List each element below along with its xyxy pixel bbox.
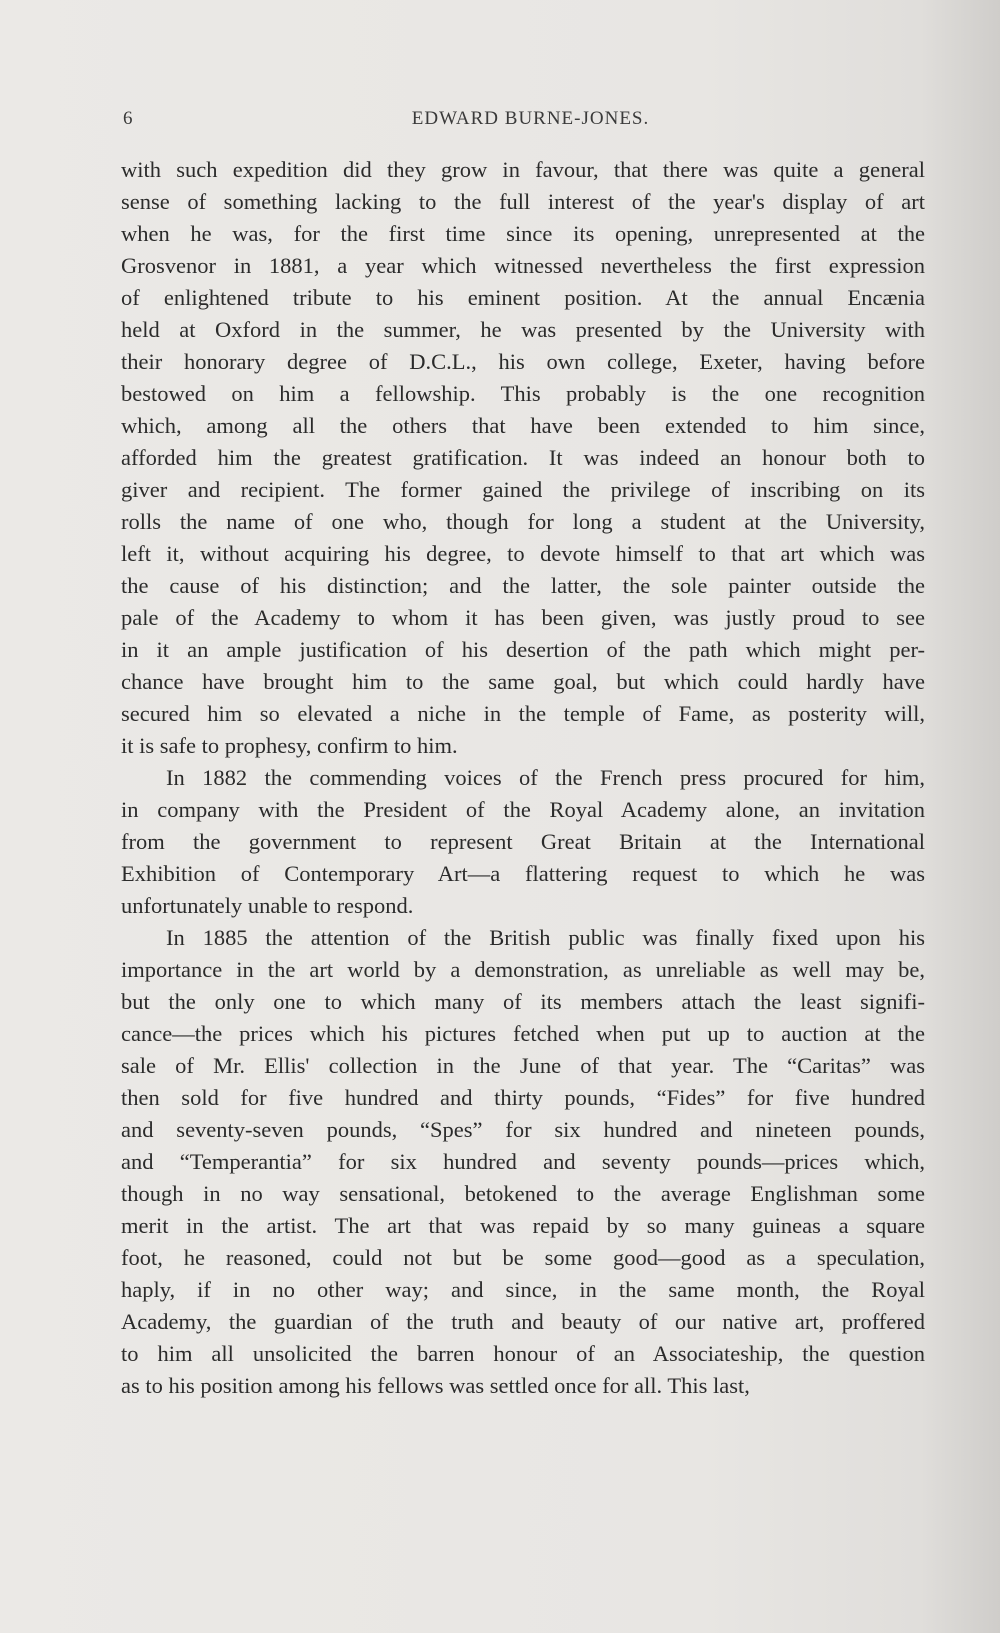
text-line: cance—the prices which his pictures fetched when put up to auction at the	[121, 1021, 925, 1046]
text-line: which, among all the others that have been extended to him since,	[121, 413, 925, 438]
paragraph	[121, 154, 925, 762]
text-line: it is safe to prophesy, confirm to him.	[121, 733, 458, 758]
text-line: held at Oxford in the summer, he was presented by the University with	[121, 317, 925, 342]
text-line: sale of Mr. Ellis' collection in the June of that year. The “Caritas” was	[121, 1053, 925, 1078]
running-head	[123, 108, 913, 138]
running-title: EDWARD BURNE-JONES.	[411, 108, 650, 129]
text-line: haply, if in no other way; and since, in the same month, the Royal	[121, 1277, 925, 1302]
text-line: then sold for five hundred and thirty pounds, “Fides” for five hundred	[121, 1085, 925, 1110]
text-line: merit in the artist. The art that was repaid by so many guineas a square	[121, 1213, 925, 1238]
text-line: afforded him the greatest gratification. It was indeed an honour both to	[121, 445, 925, 470]
text-line: foot, he reasoned, could not but be some good—good as a speculation,	[121, 1245, 925, 1270]
text-line: In 1882 the commending voices of the French press procured for him,	[166, 765, 925, 790]
text-line: pale of the Academy to whom it has been given, was justly proud to see	[121, 605, 925, 630]
text-line: but the only one to which many of its members attach the least signifi-	[121, 989, 925, 1014]
text-line: their honorary degree of D.C.L., his own college, Exeter, having before	[121, 349, 925, 374]
page-number: 6	[123, 108, 134, 129]
text-line: to him all unsolicited the barren honour of an Associateship, the question	[121, 1341, 925, 1366]
body-text	[121, 154, 925, 1402]
text-line: importance in the art world by a demonstration, as unreliable as well may be,	[121, 957, 925, 982]
text-line: rolls the name of one who, though for long a student at the University,	[121, 509, 925, 534]
paragraph	[121, 922, 925, 1402]
text-line: with such expedition did they grow in favour, that there was quite a general	[121, 157, 925, 182]
text-line: in company with the President of the Royal Academy alone, an invitation	[121, 797, 925, 822]
text-line: giver and recipient. The former gained the privilege of inscribing on its	[121, 477, 925, 502]
text-line: sense of something lacking to the full interest of the year's display of art	[121, 189, 925, 214]
text-line: and seventy-seven pounds, “Spes” for six hundred and nineteen pounds,	[121, 1117, 925, 1142]
text-line: chance have brought him to the same goal, but which could hardly have	[121, 669, 925, 694]
text-line: left it, without acquiring his degree, to devote himself to that art which was	[121, 541, 925, 566]
text-line: of enlightened tribute to his eminent position. At the annual Encænia	[121, 285, 925, 310]
text-line: in it an ample justification of his desertion of the path which might per-	[121, 637, 925, 662]
text-line: In 1885 the attention of the British public was finally fixed upon his	[166, 925, 925, 950]
text-line: the cause of his distinction; and the latter, the sole painter outside the	[121, 573, 925, 598]
text-line: bestowed on him a fellowship. This probably is the one recognition	[121, 381, 925, 406]
text-line: Exhibition of Contemporary Art—a flattering request to which he was	[121, 861, 925, 886]
text-line: Grosvenor in 1881, a year which witnessed nevertheless the first expression	[121, 253, 925, 278]
paragraph	[121, 762, 925, 922]
text-line: though in no way sensational, betokened to the average Englishman some	[121, 1181, 925, 1206]
text-line: as to his position among his fellows was settled once for all. This last,	[121, 1373, 750, 1398]
text-line: secured him so elevated a niche in the temple of Fame, as posterity will,	[121, 701, 925, 726]
text-line: unfortunately unable to respond.	[121, 893, 414, 918]
text-line: and “Temperantia” for six hundred and seventy pounds—prices which,	[121, 1149, 925, 1174]
text-line: when he was, for the first time since its opening, unrepresented at the	[121, 221, 925, 246]
text-line: from the government to represent Great Britain at the International	[121, 829, 925, 854]
text-line: Academy, the guardian of the truth and beauty of our native art, proffered	[121, 1309, 925, 1334]
